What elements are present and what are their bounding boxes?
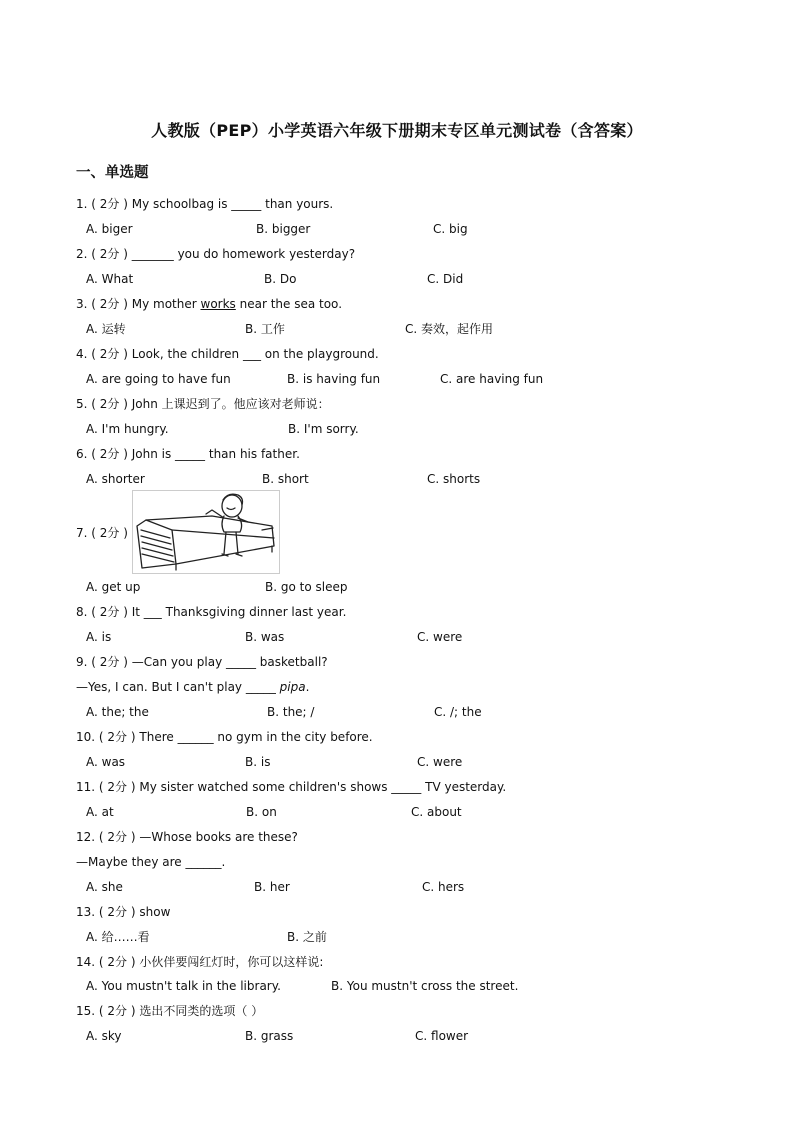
q1-option-a[interactable]: A. biger [86,222,133,236]
q4-option-c[interactable]: C. are having fun [440,372,544,386]
q5-option-b[interactable]: B. I'm sorry. [288,422,359,436]
question-7: 7. ( 2分 ) [76,526,128,540]
q2-option-b[interactable]: B. Do [264,272,297,286]
bed-and-boy-illustration [132,490,280,574]
q7-option-a[interactable]: A. get up [86,580,141,594]
q9-option-c[interactable]: C. /; the [434,705,482,719]
question-3: 3. ( 2分 ) My mother works near the sea too. [76,297,343,311]
q4-option-b[interactable]: B. is having fun [287,372,381,386]
q6-option-b[interactable]: B. short [262,472,309,486]
q3-option-b[interactable]: B. 工作 [245,322,285,336]
question-10: 10. ( 2分 ) There ______ no gym in the city before. [76,730,373,744]
q13-option-b[interactable]: B. 之前 [287,930,327,944]
q2-option-a[interactable]: A. What [86,272,134,286]
question-12-line-2: —Maybe they are ______. [76,855,226,869]
q12-option-a[interactable]: A. she [86,880,123,894]
question-4: 4. ( 2分 ) Look, the children ___ on the playground. [76,347,379,361]
q6-option-c[interactable]: C. shorts [427,472,481,486]
q7-option-b[interactable]: B. go to sleep [265,580,348,594]
q2-option-c[interactable]: C. Did [427,272,464,286]
question-8: 8. ( 2分 ) It ___ Thanksgiving dinner last year. [76,605,347,619]
q1-option-c[interactable]: C. big [433,222,468,236]
q4-option-a[interactable]: A. are going to have fun [86,372,231,386]
q13-option-a[interactable]: A. 给……看 [86,930,150,944]
q14-option-b[interactable]: B. You mustn't cross the street. [331,979,519,993]
q9-option-a[interactable]: A. the; the [86,705,149,719]
q10-option-b[interactable]: B. is [245,755,271,769]
question-1: 1. ( 2分 ) My schoolbag is _____ than yours. [76,197,334,211]
q14-option-a[interactable]: A. You mustn't talk in the library. [86,979,281,993]
q9-option-b[interactable]: B. the; / [267,705,315,719]
q11-option-c[interactable]: C. about [411,805,462,819]
q15-option-c[interactable]: C. flower [415,1029,469,1043]
question-11: 11. ( 2分 ) My sister watched some children's shows _____ TV yesterday. [76,780,507,794]
question-2: 2. ( 2分 ) _______ you do homework yesterday? [76,247,356,261]
section-heading: 一、单选题 [76,165,149,181]
q8-option-a[interactable]: A. is [86,630,112,644]
question-6: 6. ( 2分 ) John is _____ than his father. [76,447,300,461]
q10-option-c[interactable]: C. were [417,755,463,769]
q15-option-b[interactable]: B. grass [245,1029,294,1043]
page-title: 人教版（PEP）小学英语六年级下册期末专区单元测试卷（含答案） [151,121,643,140]
question-15: 15. ( 2分 ) 选出不同类的选项（ ） [76,1004,264,1018]
q8-option-b[interactable]: B. was [245,630,285,644]
q3-option-a[interactable]: A. 运转 [86,322,126,336]
q15-option-a[interactable]: A. sky [86,1029,122,1043]
question-5: 5. ( 2分 ) John 上课迟到了。他应该对老师说： [76,397,330,411]
question-9: 9. ( 2分 ) —Can you play _____ basketball? [76,655,328,669]
q8-option-c[interactable]: C. were [417,630,463,644]
q6-option-a[interactable]: A. shorter [86,472,145,486]
q3-option-c[interactable]: C. 奏效，起作用 [405,322,494,336]
question-9-line-2: —Yes, I can. But I can't play _____ pipa. [76,680,310,694]
q11-option-a[interactable]: A. at [86,805,114,819]
question-12: 12. ( 2分 ) —Whose books are these? [76,830,298,844]
q11-option-b[interactable]: B. on [246,805,277,819]
q12-option-c[interactable]: C. hers [422,880,465,894]
q10-option-a[interactable]: A. was [86,755,126,769]
question-13: 13. ( 2分 ) show [76,905,171,919]
q1-option-b[interactable]: B. bigger [256,222,311,236]
question-14: 14. ( 2分 ) 小伙伴要闯红灯时，你可以这样说: [76,955,324,969]
q12-option-b[interactable]: B. her [254,880,290,894]
underlined-word: works [200,297,236,311]
q5-option-a[interactable]: A. I'm hungry. [86,422,169,436]
